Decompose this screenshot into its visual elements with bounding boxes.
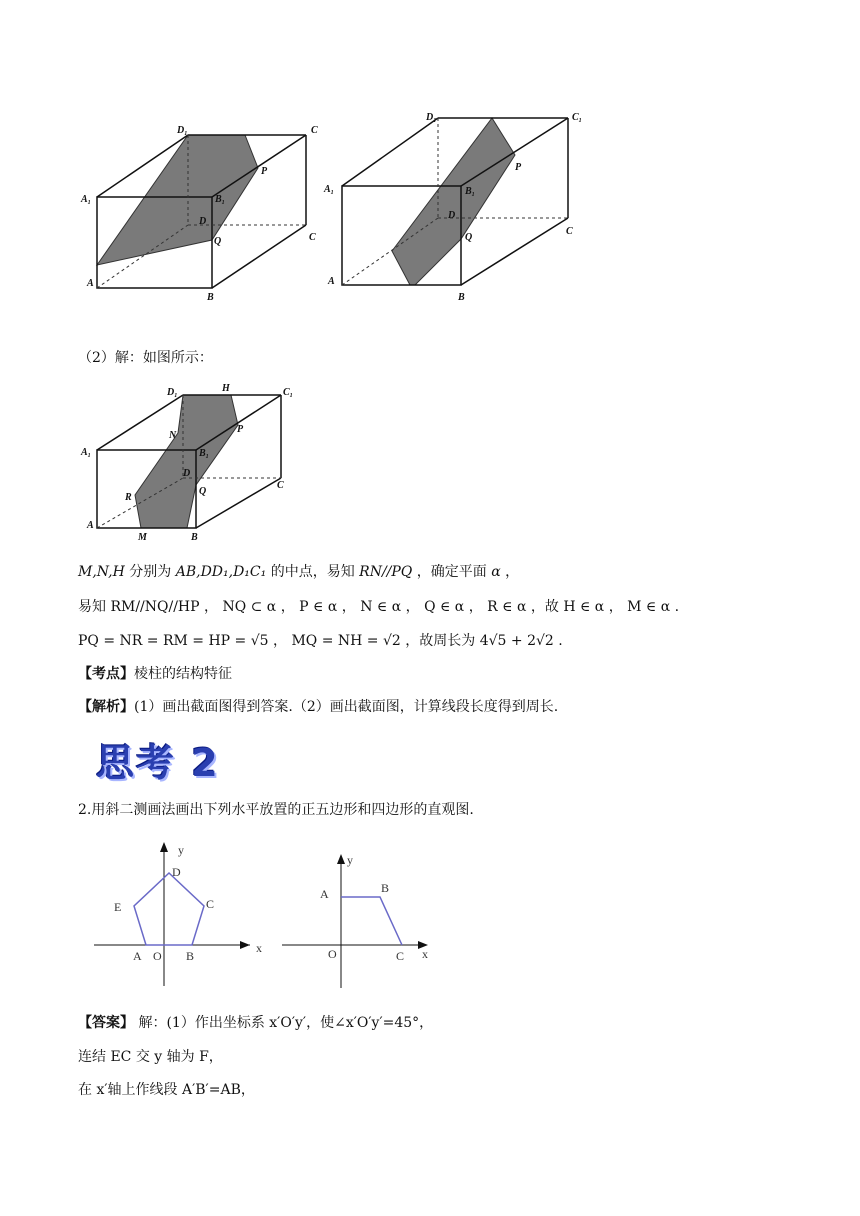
- svg-text:B: B: [381, 881, 390, 895]
- pentagon-figure: [90, 838, 280, 988]
- svg-text:P: P: [261, 166, 268, 177]
- svg-text:A: A: [320, 887, 329, 901]
- svg-text:H: H: [222, 383, 230, 394]
- svg-text:N: N: [169, 430, 177, 441]
- svg-text:D1: $D_1$: [426, 112, 437, 124]
- svg-text:C: C: [311, 125, 318, 136]
- svg-text:E: E: [114, 900, 122, 914]
- svg-text:A: A: [328, 276, 335, 287]
- kaodian-tag: 【考点】: [78, 666, 134, 682]
- svg-text:P: P: [237, 424, 244, 435]
- jiexi-tag: 【解析】: [78, 699, 134, 715]
- kaodian-line: 【考点】棱柱的结构特征: [78, 666, 232, 682]
- svg-text:D: D: [183, 468, 191, 479]
- answer-line-3: 在 x′轴上作线段 A′B′=AB，: [78, 1082, 255, 1098]
- prism-figure-3: [75, 380, 305, 545]
- svg-text:C: C: [566, 226, 573, 237]
- pentagon: [134, 873, 204, 945]
- solution-line-3: PQ = NR = RM = HP = √5 ， MQ = NH = √2 ，故周长为 4√5 + 2√2 .: [78, 633, 563, 649]
- answer-line-1: 【答案】 解：(1）作出坐标系 x′O′y′，使∠x′O′y′=45°，: [78, 1015, 434, 1031]
- svg-text:C1: $C_1$: [572, 112, 582, 124]
- svg-text:D1: $D_1$: [177, 125, 188, 137]
- svg-text:D: D: [448, 210, 456, 221]
- svg-text:B: B: [191, 532, 198, 543]
- svg-text:A: A: [87, 278, 94, 289]
- svg-text:x: x: [256, 941, 262, 955]
- svg-text:A1: $A_1$: [81, 194, 91, 206]
- cross-section-1: [97, 135, 258, 265]
- svg-text:A: A: [87, 520, 94, 531]
- svg-text:Q: Q: [465, 232, 473, 243]
- svg-text:B1: $B_1$: [199, 448, 209, 460]
- solution-line-1: M,N,H 分别为 AB,DD₁,D₁C₁ 的中点，易知 RN//PQ ，确定平面 α ，: [78, 564, 520, 580]
- section-heading: 思考 2: [96, 741, 220, 785]
- jiexi-line: 【解析】(1）画出截面图得到答案.（2）画出截面图，计算线段长度得到周长.: [78, 699, 559, 715]
- svg-text:D: D: [172, 865, 181, 879]
- quadrilateral-figure: [278, 850, 438, 990]
- svg-text:Q: Q: [199, 486, 207, 497]
- svg-text:D: D: [199, 216, 207, 227]
- svg-text:B1: $B_1$: [215, 194, 225, 206]
- svg-text:C1: $C_1$: [283, 387, 293, 399]
- svg-text:A1: $A_1$: [81, 447, 91, 459]
- svg-text:x: x: [422, 947, 428, 961]
- svg-text:C: C: [277, 480, 284, 491]
- solution-line-2: 易知 RM//NQ//HP ， NQ ⊂ α ， P ∈ α ， N ∈ α ， Q ∈ α ， R ∈ α ，故 H ∈ α ， M ∈ α .: [78, 599, 680, 615]
- svg-text:y: y: [178, 843, 184, 857]
- svg-text:C: C: [396, 949, 405, 963]
- svg-text:O: O: [153, 949, 162, 963]
- svg-text:Q: Q: [214, 236, 222, 247]
- answer-line-2: 连结 EC 交 y 轴为 F，: [78, 1049, 223, 1065]
- svg-text:C: C: [206, 897, 215, 911]
- svg-text:B: B: [207, 292, 214, 303]
- answer-tag: 【答案】: [78, 1015, 134, 1031]
- svg-text:C: C: [309, 232, 316, 243]
- quadrilateral: [341, 897, 402, 945]
- svg-text:B: B: [186, 949, 195, 963]
- svg-text:A: A: [133, 949, 142, 963]
- svg-text:R: R: [125, 492, 132, 503]
- svg-text:B: B: [458, 292, 465, 303]
- svg-text:D1: $D_1$: [167, 387, 178, 399]
- svg-text:A1: $A_1$: [324, 184, 334, 196]
- svg-text:M: M: [138, 532, 147, 543]
- svg-text:y: y: [347, 853, 353, 867]
- prism-figure-2: [320, 108, 590, 308]
- svg-text:O: O: [328, 947, 337, 961]
- question-2: 2.用斜二测画法画出下列水平放置的正五边形和四边形的直观图.: [78, 802, 474, 818]
- svg-text:B1: $B_1$: [465, 186, 475, 198]
- cross-section-2: [392, 118, 515, 285]
- part2-label: （2）解：如图所示：: [78, 350, 213, 366]
- svg-text:P: P: [515, 162, 522, 173]
- prism-figure-1: [75, 120, 335, 305]
